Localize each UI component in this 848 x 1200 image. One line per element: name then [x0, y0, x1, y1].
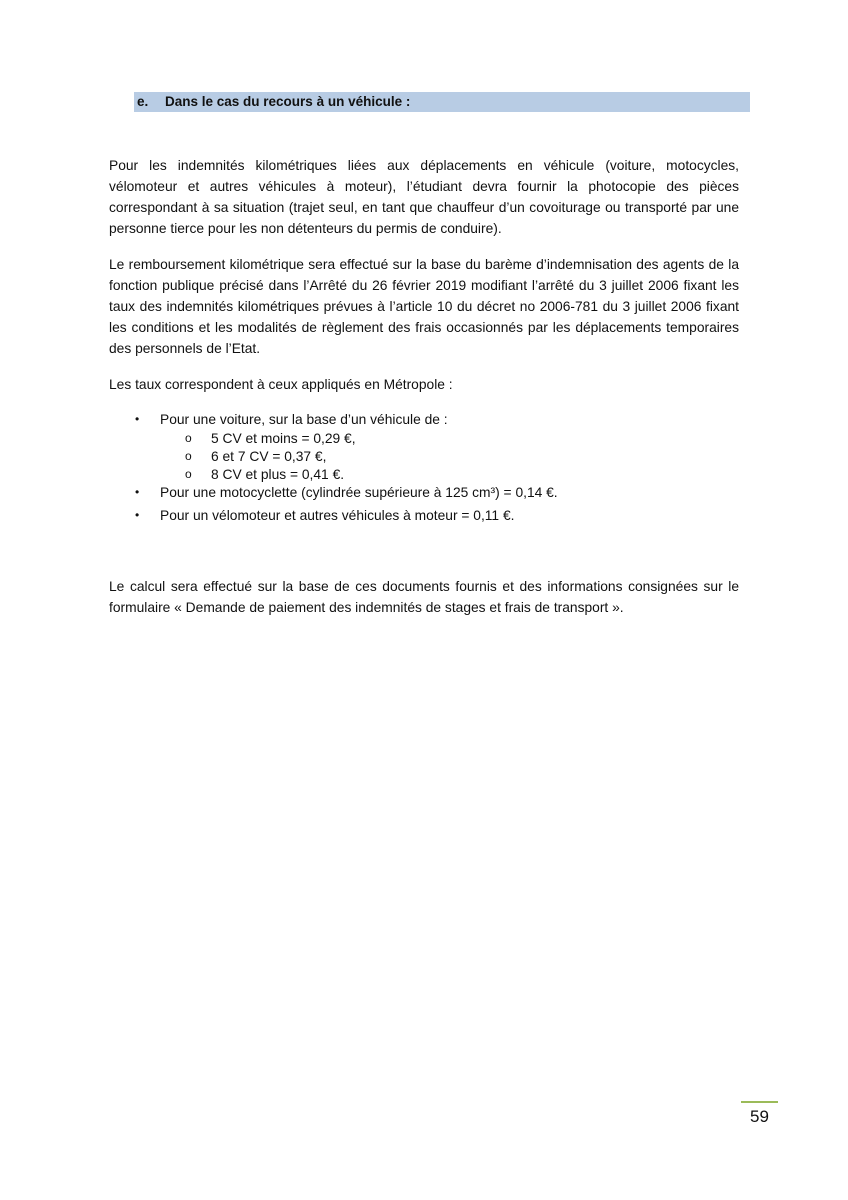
- sub-list-item-text: 8 CV et plus = 0,41 €.: [211, 467, 345, 482]
- paragraph-calculation: Le calcul sera effectué sur la base de ces documents fournis et des informations consignées sur le formulaire « Demande de paiement des indemnités de stages et frais de transport ».: [109, 579, 739, 615]
- sub-list-item: [109, 447, 739, 465]
- sub-list-item: [109, 465, 739, 483]
- sub-list-item-text: 6 et 7 CV = 0,37 €,: [211, 449, 327, 464]
- circle-bullet-icon: o: [185, 449, 192, 463]
- list-item: [109, 506, 739, 525]
- paragraph-reimbursement-basis: Le remboursement kilométrique sera effectué sur la base du barème d’indemnisation des agents de la fonction publique précisé dans l’Arrêté du 26 février 2019 modifiant l’arrêté du 3 juillet 2006 fixant les taux des indemnités kilométriques prévues à l’article 10 du décret no 2006-781 du 3 juillet 2006 fixant les conditions et les modalités de règlement des frais occasionnés par les déplacements temporaires des personnels de l’Etat.: [109, 257, 739, 356]
- section-heading: [134, 92, 750, 112]
- list-item-text: Pour une motocyclette (cylindrée supérieure à 125 cm³) = 0,14 €.: [160, 485, 558, 500]
- bullet-icon: •: [135, 508, 140, 522]
- section-title: Dans le cas du recours à un véhicule :: [165, 94, 411, 109]
- list-item: [109, 410, 739, 429]
- sub-list-item-text: 5 CV et moins = 0,29 €,: [211, 431, 356, 446]
- list-item: [109, 483, 739, 502]
- list-item-text: Pour une voiture, sur la base d’un véhicule de :: [160, 412, 448, 427]
- footer-divider: [741, 1101, 778, 1103]
- paragraph-vehicle-documents: Pour les indemnités kilométriques liées aux déplacements en véhicule (voiture, motocycles, vélomoteur et autres véhicules à moteur), l’étudiant devra fournir la photocopie des pièces correspondant à sa situation (trajet seul, en tant que chauffeur d’un covoiturage ou transporté par une personne tierce pour les non détenteurs du permis de conduire).: [109, 158, 739, 236]
- circle-bullet-icon: o: [185, 431, 192, 445]
- sub-list-item: [109, 429, 739, 447]
- page-number: 59: [750, 1107, 769, 1126]
- bullet-icon: •: [135, 485, 140, 499]
- list-item-text: Pour un vélomoteur et autres véhicules à moteur = 0,11 €.: [160, 508, 515, 523]
- bullet-icon: •: [135, 412, 140, 426]
- rates-list: [109, 410, 739, 525]
- circle-bullet-icon: o: [185, 467, 192, 481]
- section-number: e.: [137, 94, 149, 109]
- paragraph-rates-intro: Les taux correspondent à ceux appliqués en Métropole :: [109, 377, 453, 392]
